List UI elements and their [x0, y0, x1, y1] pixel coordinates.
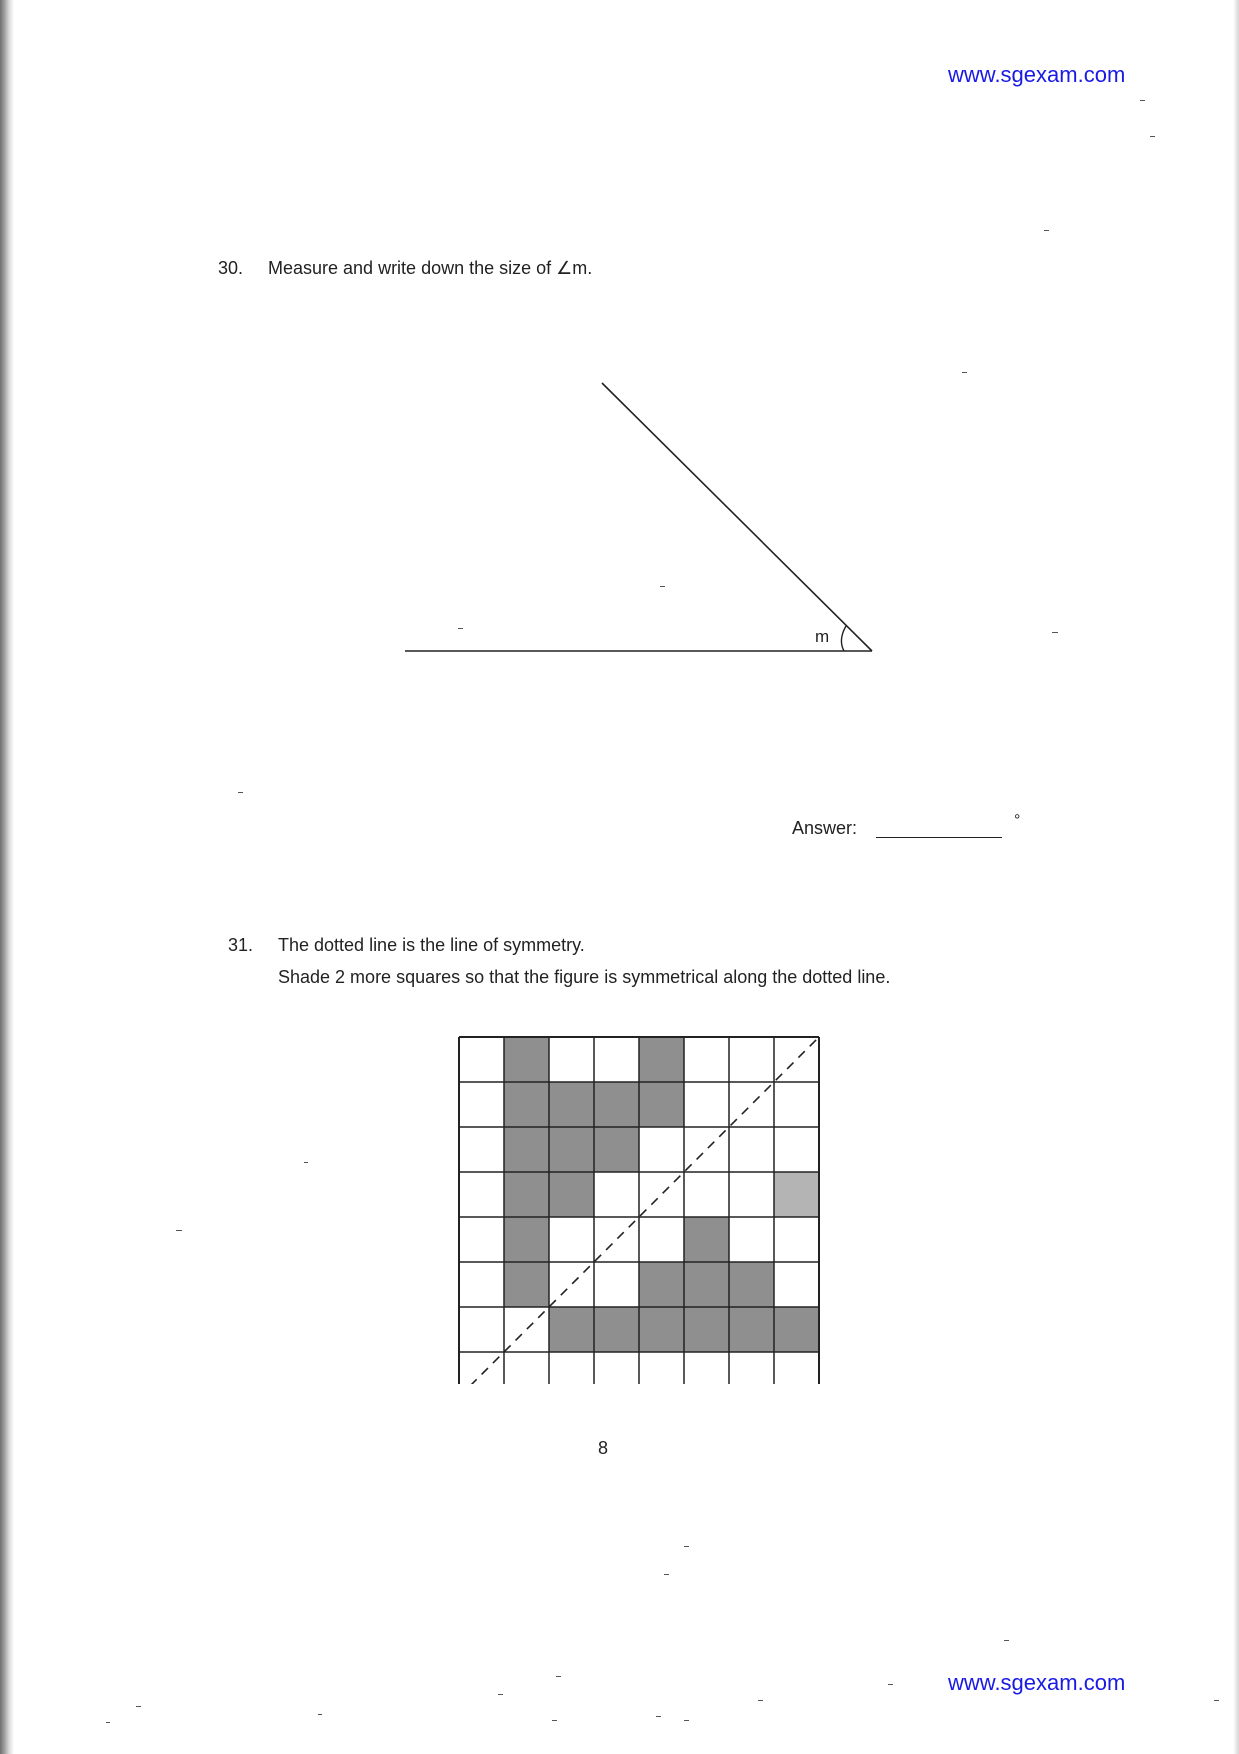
grid-cell[interactable] — [639, 1352, 684, 1384]
grid-cell[interactable] — [774, 1262, 819, 1307]
grid-cell[interactable] — [549, 1037, 594, 1082]
scan-speck — [1052, 632, 1058, 633]
grid-cell[interactable] — [459, 1082, 504, 1127]
grid-cell-shaded[interactable] — [504, 1172, 549, 1217]
grid-cell-shaded[interactable] — [684, 1262, 729, 1307]
grid-cell-shaded[interactable] — [594, 1127, 639, 1172]
scan-speck — [498, 1694, 503, 1695]
grid-cell[interactable] — [729, 1127, 774, 1172]
scan-speck — [888, 1684, 893, 1685]
grid-cell[interactable] — [774, 1217, 819, 1262]
grid-cell-shaded[interactable] — [504, 1217, 549, 1262]
grid-cell-shaded[interactable] — [504, 1262, 549, 1307]
scan-edge-right — [1233, 0, 1239, 1754]
grid-cell[interactable] — [639, 1127, 684, 1172]
answer-input-line[interactable] — [876, 837, 1002, 838]
scan-speck — [656, 1716, 661, 1717]
grid-cell[interactable] — [594, 1172, 639, 1217]
grid-cell[interactable] — [774, 1127, 819, 1172]
angle-slanted-line — [602, 383, 872, 651]
angle-label-m: m — [815, 627, 830, 646]
scan-speck — [238, 792, 243, 793]
question-31-text-line1: The dotted line is the line of symmetry. — [278, 935, 585, 955]
grid-cell-shaded[interactable] — [639, 1037, 684, 1082]
scan-speck — [176, 1230, 182, 1231]
scan-speck — [1004, 1640, 1009, 1641]
scan-speck — [552, 1720, 557, 1721]
grid-cell-shaded[interactable] — [774, 1307, 819, 1352]
grid-cell-shaded[interactable] — [594, 1082, 639, 1127]
grid-cell-shaded[interactable] — [639, 1082, 684, 1127]
scan-speck — [664, 1574, 669, 1575]
grid-cell-shaded[interactable] — [639, 1307, 684, 1352]
scan-speck — [1044, 230, 1049, 231]
grid-cell-shaded[interactable] — [729, 1307, 774, 1352]
grid-cell-shaded[interactable] — [504, 1037, 549, 1082]
grid-cell[interactable] — [684, 1172, 729, 1217]
grid-cell[interactable] — [729, 1352, 774, 1384]
scan-speck — [684, 1720, 689, 1721]
scan-speck — [1140, 100, 1145, 101]
grid-cell[interactable] — [459, 1262, 504, 1307]
grid-cell[interactable] — [729, 1217, 774, 1262]
grid-cell[interactable] — [594, 1352, 639, 1384]
grid-cell[interactable] — [684, 1037, 729, 1082]
grid-cell[interactable] — [729, 1037, 774, 1082]
scan-speck — [106, 1722, 110, 1723]
question-30-number: 30. — [218, 258, 244, 278]
grid-cell-shaded[interactable] — [549, 1127, 594, 1172]
grid-cell-shaded[interactable] — [729, 1262, 774, 1307]
grid-cell-shaded[interactable] — [774, 1172, 819, 1217]
grid-cell[interactable] — [684, 1352, 729, 1384]
question-31-text-line2: Shade 2 more squares so that the figure is symmetrical along the dotted line. — [278, 967, 891, 987]
scan-speck — [458, 628, 463, 629]
angle-arc — [841, 626, 846, 651]
grid-cell[interactable] — [459, 1127, 504, 1172]
grid-cell[interactable] — [459, 1352, 504, 1384]
scan-edge-shadow — [0, 0, 14, 1754]
scan-speck — [1214, 1700, 1219, 1701]
grid-cell[interactable] — [459, 1037, 504, 1082]
angle-m-diagram — [390, 370, 900, 670]
grid-cell[interactable] — [684, 1082, 729, 1127]
grid-cell-shaded[interactable] — [684, 1217, 729, 1262]
grid-cell[interactable] — [504, 1352, 549, 1384]
answer-label: Answer: — [792, 818, 858, 838]
grid-cell-shaded[interactable] — [549, 1307, 594, 1352]
grid-cell[interactable] — [639, 1217, 684, 1262]
grid-cell-shaded[interactable] — [594, 1307, 639, 1352]
scan-speck — [556, 1676, 561, 1677]
grid-cell[interactable] — [459, 1307, 504, 1352]
scan-speck — [304, 1162, 308, 1163]
grid-cell[interactable] — [549, 1352, 594, 1384]
question-31-number: 31. — [228, 935, 254, 955]
scan-speck — [1150, 136, 1155, 137]
grid-cell-shaded[interactable] — [639, 1262, 684, 1307]
grid-cell-shaded[interactable] — [504, 1127, 549, 1172]
scan-speck — [136, 1706, 141, 1707]
grid-cell-shaded[interactable] — [504, 1082, 549, 1127]
scan-speck — [684, 1546, 689, 1547]
question-30-text: Measure and write down the size of ∠m. — [268, 258, 593, 278]
scan-speck — [660, 586, 665, 587]
grid-cell[interactable] — [594, 1262, 639, 1307]
footer-site-link[interactable]: www.sgexam.com — [948, 1670, 1126, 1695]
header-site-link[interactable]: www.sgexam.com — [948, 62, 1126, 87]
symmetry-grid — [456, 1034, 826, 1384]
grid-cell[interactable] — [459, 1172, 504, 1217]
grid-cell[interactable] — [459, 1217, 504, 1262]
grid-cell[interactable] — [774, 1352, 819, 1384]
grid-cell[interactable] — [549, 1217, 594, 1262]
page-number: 8 — [598, 1438, 609, 1458]
grid-cell-shaded[interactable] — [684, 1307, 729, 1352]
grid-cell[interactable] — [774, 1082, 819, 1127]
scan-speck — [318, 1714, 322, 1715]
scan-speck — [758, 1700, 763, 1701]
degree-unit: ° — [1014, 812, 1021, 829]
grid-cell[interactable] — [594, 1037, 639, 1082]
grid-cell[interactable] — [729, 1172, 774, 1217]
grid-cell-shaded[interactable] — [549, 1172, 594, 1217]
grid-cell-shaded[interactable] — [549, 1082, 594, 1127]
scan-speck — [962, 372, 967, 373]
